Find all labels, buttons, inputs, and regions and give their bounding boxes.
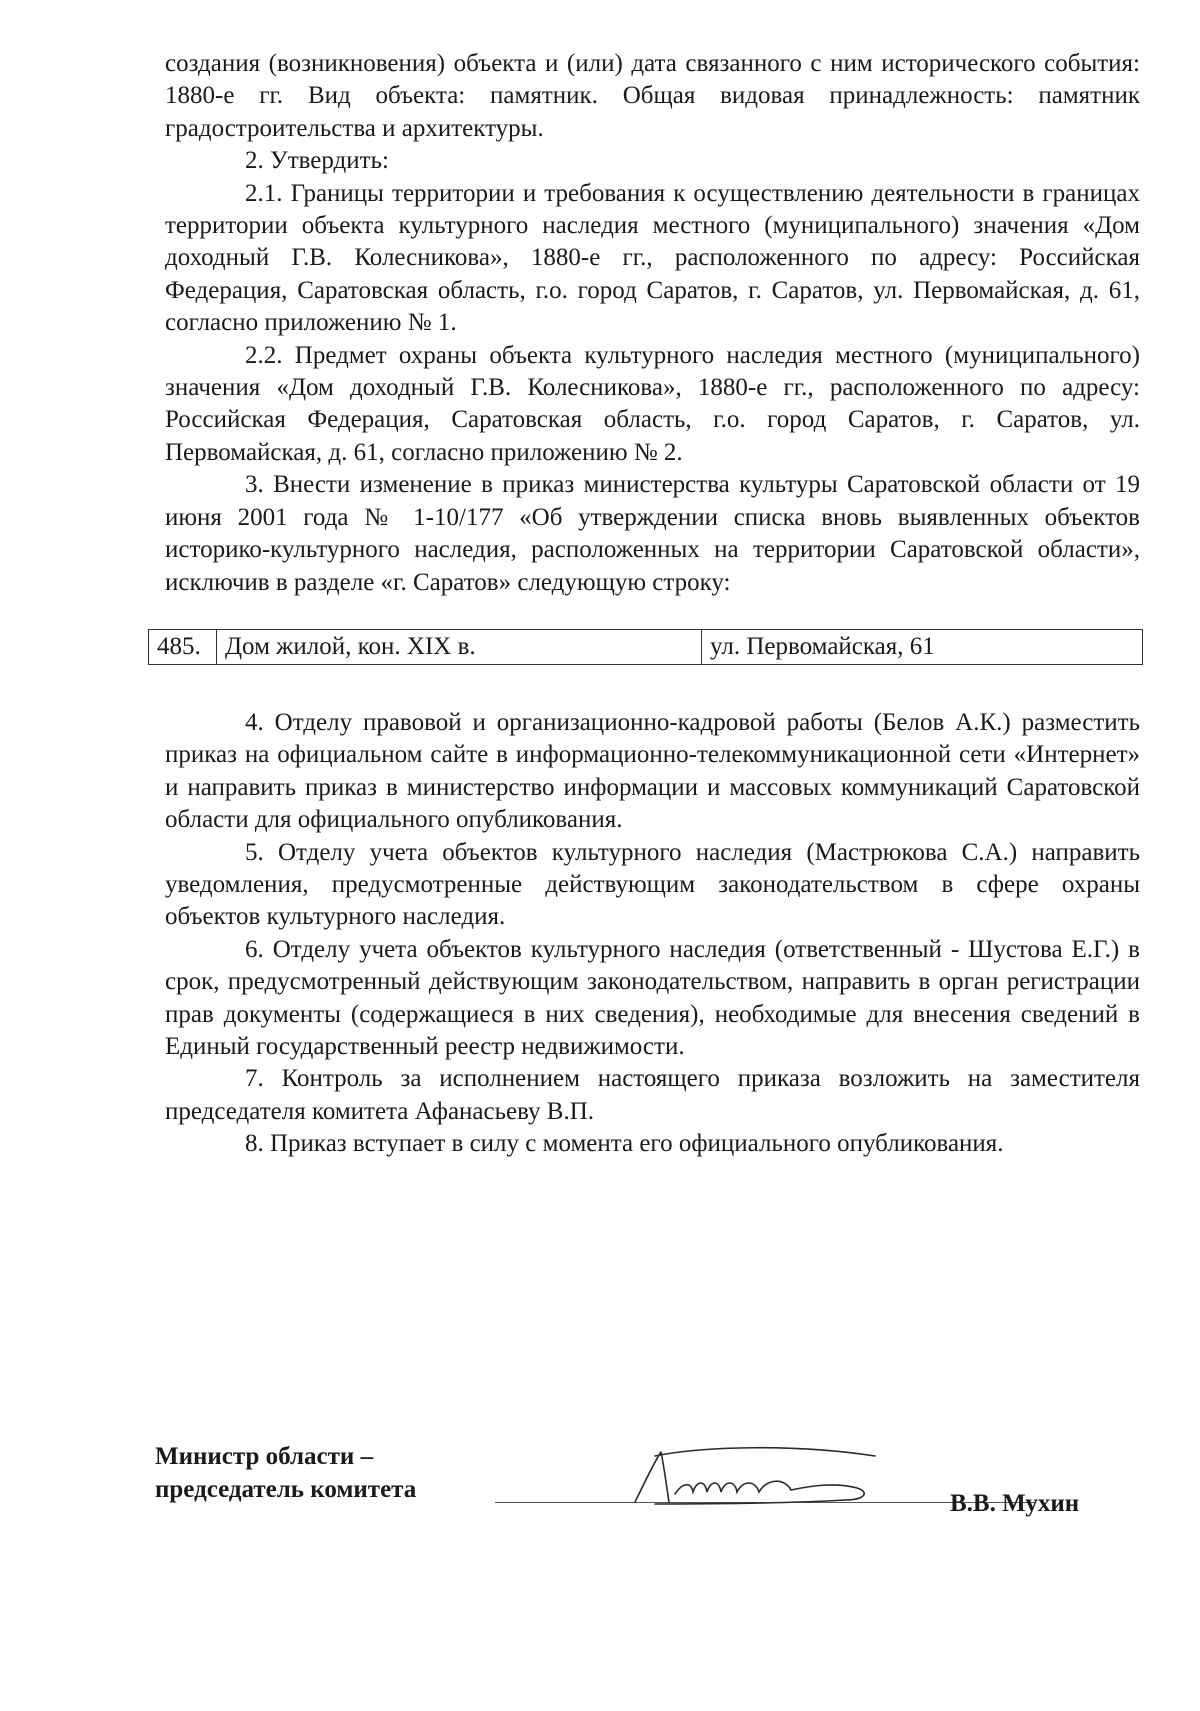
excluded-entry-table-wrap (148, 629, 1143, 665)
handwritten-signature (595, 1442, 955, 1512)
entry-number: 485. (149, 629, 217, 664)
paragraph: создания (возникновения) объекта и (или) дата связанного с ним исторического события: 1880-е гг. Вид объекта: памятник. Общая видовая принадлежность: памятник градостроительства и архитектуры. (165, 50, 1140, 142)
entry-address: ул. Первомайская, 61 (702, 629, 1143, 664)
paragraph: 2.1. Границы территории и требования к осуществлению деятельности в границах территории объекта культурного наследия местного (муниципального) значения «Дом доходный Г.В. Колесникова», 1880-е гг., расположенного по адресу: Российская Федерация, Саратовская область, г.о. город Саратов, г. Саратов, ул. Первомайская, д. 61, согласно приложению № 1. (165, 179, 1140, 337)
signatory-name: В.В. Мухин (950, 1490, 1080, 1517)
paragraph: 2. Утвердить: (245, 147, 389, 175)
paragraph: 8. Приказ вступает в силу с момента его официального опубликования. (245, 1130, 1004, 1158)
signatory-title-line2: председатель комитета (155, 1476, 417, 1503)
paragraphs-top (165, 48, 1140, 599)
signature-block (155, 1440, 1105, 1540)
paragraph: 4. Отделу правовой и организационно-кадровой работы (Белов А.К.) разместить приказ на официальном сайте в информационно-телекоммуникационной сети «Интернет» и направить приказ в министерство информации и массовых коммуникаций Саратовской области для официального опубликования. (165, 708, 1140, 834)
paragraph: 5. Отделу учета объектов культурного наследия (Мастрюкова С.А.) направить уведомления, предусмотренные действующим законодательством в сфере охраны объектов культурного наследия. (165, 838, 1140, 931)
signatory-title-line1: Министр области – (155, 1443, 374, 1470)
entry-name: Дом жилой, кон. XIX в. (217, 629, 702, 664)
table-row (149, 629, 1143, 664)
paragraph: 3. Внести изменение в приказ министерства культуры Саратовской области от 19 июня 2001 года № 1-10/177 «Об утверждении списка вновь выявленных объектов историко-культурного наследия, расположенных на территории Саратовской области», исключив в разделе «г. Саратов» следующую строку: (165, 471, 1140, 596)
paragraph: 6. Отделу учета объектов культурного наследия (ответственный - Шустова Е.Г.) в срок, предусмотренный действующим законодательством, направить в орган регистрации прав документы (содержащиеся в них сведения), необходимые для внесения сведений в Единый государственный реестр недвижимости. (165, 935, 1140, 1060)
paragraph: 7. Контроль за исполнением настоящего приказа возложить на заместителя председателя комитета Афанасьеву В.П. (165, 1065, 1140, 1125)
document-body (157, 48, 1140, 1161)
paragraphs-bottom (165, 707, 1140, 1161)
paragraph: 2.2. Предмет охраны объекта культурного наследия местного (муниципального) значения «Дом доходный Г.В. Колесникова», 1880-е гг., расположенного по адресу: Российская Федерация, Саратовская область, г.о. город Саратов, г. Саратов, ул. Первомайская, д. 61, согласно приложению № 2. (165, 341, 1140, 466)
signatory-title (155, 1440, 416, 1506)
excluded-entry-table (148, 629, 1143, 665)
